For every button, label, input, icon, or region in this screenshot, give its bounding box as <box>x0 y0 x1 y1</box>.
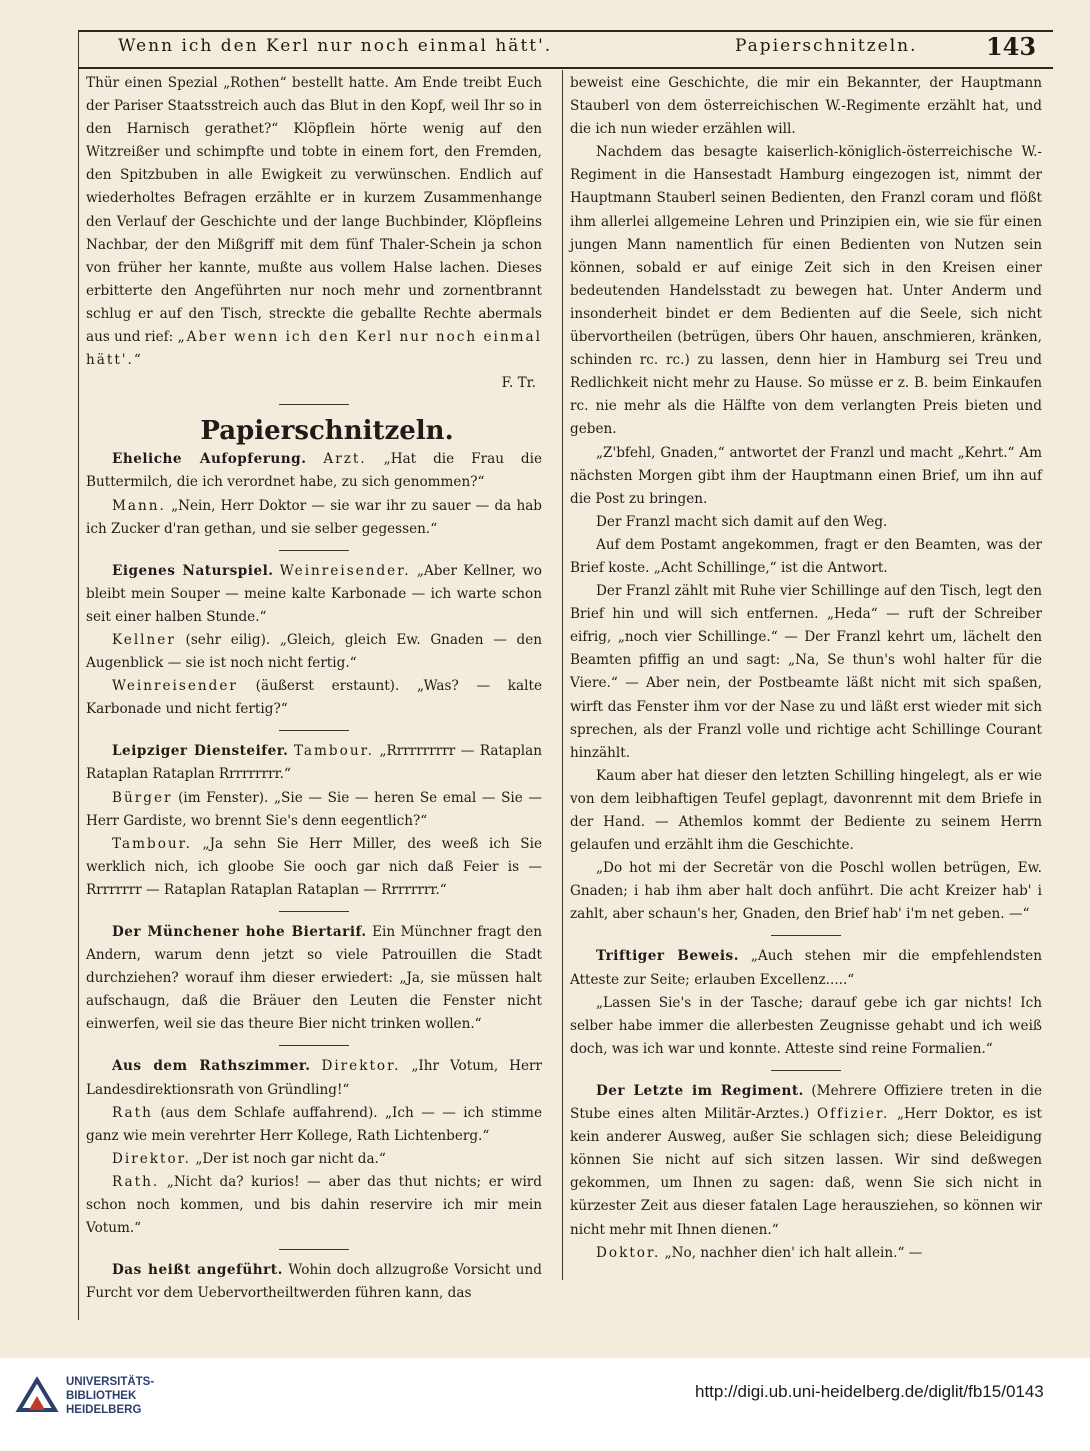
right-column <box>570 72 1042 1265</box>
anecdote-eheliche: Eheliche Aufopferung. Arzt. „Hat die Frau die Buttermilch, die ich verordnet habe, zu sich genommen?“ <box>86 451 543 491</box>
story-paragraph: Thür einen Spezial „Rothen“ bestellt hatte. Am Ende treibt Euch der Pariser Staatsstreich auch das Blut in den Kopf, weil Ihr so in den Harnisch gerathet?“ Klöpflein hörte wenig auf den Witzreißer und schimpfte und tobte in einem fort, den Fremden, den Spitzbuben in alle Ewigkeit zu verwünschen. Endlich auf wiederholtes Befragen erzählte er in kurzem Zusammenhange den Verlauf der Geschichte und der lange Buchbinder, Klöpfleins Nachbar, der den Mißgriff mit dem fünf Thaler-Schein ja schon von früher her kannte, mußte aus vollem Halse lachen. Dieses erbitterte den Angeführten nur noch mehr und zornentbrannt schlug er auf den Tisch, streckte die geballte Rechte abermals aus und rief: „Aber wenn ich den Kerl nur noch einmal hätt'.“ <box>86 75 542 369</box>
anecdote-angefuehrt: Das heißt angeführt. Wohin doch allzugroße Vorsicht und Furcht vor dem Uebervortheiltwerden führen kann, das <box>86 1262 542 1302</box>
anecdote-regiment: Der Letzte im Regiment. (Mehrere Offiziere treten in die Stube eines alten Militär-Arztes.) Offizier. „Herr Doktor, es ist kein anderer Ausweg, außer Sie schlagen sich; diese Beleidigung können Sie nicht auf sich sitzen lassen. Wir sind deßwegen gekommen, um Ihnen zu sagen: daß, wenn Sie sich nicht in kürzester Zeit aus dieser fatalen Lage herausziehen, so können wir nicht mehr mit Ihnen dienen.“ <box>570 1082 1042 1238</box>
story-paragraph: Nachdem das besagte kaiserlich-königlich-österreichische W.-Regiment in die Hansestadt Hamburg eingezogen ist, nimmt der Hauptmann Stauberl seinen Bedienten, den Franzl coram und flößt ihm allerlei allgemeine Lehren und Prinzipien ein, wie sie für einen jungen Mann namentlich für einen Bedienten von Nutzen sein können, sobald er auf einige Zeit sich in den Kreisen einer bedeutenden Handelsstadt zu bewegen hat. Unter Anderm und insonderheit bindet er dem Bedienten auf die Seele, sich nicht übervortheilen (betrügen, übers Ohr hauen, anschmieren, kränken, schinden rc. rc.) zu lassen, denn hier in Hamburg sei Treu und Redlichkeit nicht mehr zu Hause. So müsse er z. B. beim Einkaufen rc. nie mehr als die Hälfte von dem verlangten Preis bieten und geben. <box>570 144 1042 438</box>
anecdote-title: Aus dem Rathszimmer. <box>112 1058 311 1075</box>
dialogue-line: Direktor. „Der ist noch gar nicht da.“ <box>112 1150 386 1167</box>
top-border-rule <box>78 30 1053 32</box>
separator-rule <box>771 1070 841 1071</box>
anecdote-biertarif: Der Münchener hohe Biertarif. Ein Münchner fragt den Andern, warum denn jetzt so viele Patrouillen die Stadt durchziehen? worauf ihm dieser erwiedert: „Ja, sie müssen halt aufschaugn, daß die Bräuer den Leuten die Fenster nicht einwerfen, weil sie das theure Bier nicht trinken wollen.“ <box>86 924 542 1033</box>
separator-rule <box>279 404 349 405</box>
anecdote-title: Das heißt angeführt. <box>112 1262 283 1279</box>
story-paragraph: beweist eine Geschichte, die mir ein Bekannter, der Hauptmann Stauberl von dem österreichischen W.-Regimente erzählt hat, und die ich nun wieder erzählen will. <box>570 75 1042 138</box>
story-paragraph: Der Franzl zählt mit Ruhe vier Schillinge auf den Tisch, legt den Brief hin und will sich entfernen. „Heda“ — ruft der Schreiber eifrig, „noch vier Schillinge.“ — Der Franzl kehrt um, lächelt den Beamten pfiffig an und sagt: „Na, Se thun's wohl halter für die Viere.“ — Aber nein, der Postbeamte läßt nicht mit sich spaßen, wirft das Fenster ihm vor der Nase zu und läßt erst wieder mit sich sprechen, als der Franzl volle und richtige acht Schillinge Courant hinzählt. <box>570 583 1042 761</box>
section-title: Papierschnitzeln. <box>200 416 454 447</box>
dialogue-line: Kellner (sehr eilig). „Gleich, gleich Ew. Gnaden — den Augenblick — sie ist noch nicht fertig.“ <box>86 631 542 672</box>
anecdote-title: Eigenes Naturspiel. <box>112 562 274 579</box>
anecdote-naturspiel: Eigenes Naturspiel. Weinreisender. „Aber Kellner, wo bleibt mein Souper — meine kalte Karbonade — ich warte schon seit einer halben Stunde.“ <box>86 562 542 625</box>
left-border-rule <box>78 30 79 1320</box>
column-divider <box>562 70 563 1280</box>
dialogue-line: Tambour. „Ja sehn Sie Herr Miller, des weeß ich Sie werklich nich, ich gloobe Sie ooch gar nich daß Feier is — Rrrrrrrr — Rataplan Rataplan Rataplan — Rrrrrrrr.“ <box>86 835 542 898</box>
dialogue-line: Doktor. „No, nachher dien' ich halt allein.“ — <box>596 1244 923 1261</box>
story-paragraph: Auf dem Postamt angekommen, fragt er den Beamten, was der Brief koste. „Acht Schillinge,“ ist die Antwort. <box>570 536 1042 576</box>
source-url-link[interactable]: http://digi.ub.uni-heidelberg.de/diglit/fb15/0143 <box>695 1382 1044 1401</box>
story-paragraph: „Z'bfehl, Gnaden,“ antwortet der Franzl und macht „Kehrt.“ Am nächsten Morgen gibt ihm der Hauptmann einen Brief, um ihn auf die Post zu bringen. <box>570 444 1042 507</box>
dialogue-line: „Lassen Sie's in der Tasche; darauf gebe ich gar nichts! Ich selber habe immer die allerbesten Zeugnisse gehabt und ich weiß doch, was ich war und konnte. Atteste sind reine Formalien.“ <box>570 994 1042 1057</box>
story-punchline: „Aber wenn ich den Kerl nur noch einmal hätt'.“ <box>86 329 542 369</box>
separator-rule <box>279 730 349 731</box>
dialogue-line: Rath (aus dem Schlafe auffahrend). „Ich — — ich stimme ganz wie mein verehrter Herr Kollege, Rath Lichtenberg.“ <box>86 1104 542 1144</box>
page-number: 143 <box>986 32 1037 61</box>
anecdote-rathszimmer: Aus dem Rathszimmer. Direktor. „Ihr Votum, Herr Landesdirektionsrath von Gründling!“ <box>86 1058 542 1098</box>
library-logo-text: UNIVERSITÄTS- BIBLIOTHEK HEIDELBERG <box>66 1376 155 1416</box>
left-column <box>86 72 542 1305</box>
dialogue-line: Weinreisender (äußerst erstaunt). „Was? — kalte Karbonade und nicht fertig?“ <box>86 678 542 718</box>
running-title-right: Papierschnitzeln. <box>735 36 918 56</box>
anecdote-title: Der Letzte im Regiment. <box>596 1082 804 1099</box>
anecdote-diensteifer: Leipziger Diensteifer. Tambour. „Rrrrrrrrrr — Rataplan Rataplan Rataplan Rrrrrrrrr.“ <box>86 743 542 783</box>
story-paragraph: Kaum aber hat dieser den letzten Schilling hingelegt, als er wie von dem leibhaftigen Teufel geplagt, davonrennt mit dem Briefe in der Hand. — Athemlos kommt der Bediente zu seinem Herrn gelaufen und erzählt ihm die Geschichte. <box>570 767 1042 854</box>
separator-rule <box>279 1045 349 1046</box>
author-signature: F. Tr. <box>501 375 536 392</box>
anecdote-title: Der Münchener hohe Biertarif. <box>112 924 367 940</box>
dialogue-line: Bürger (im Fenster). „Sie — Sie — heren Se emal — Sie — Herr Gardiste, wo brennt Sie's denn eegentlich?“ <box>86 789 542 829</box>
running-title-left: Wenn ich den Kerl nur noch einmal hätt'. <box>118 36 553 56</box>
separator-rule <box>771 935 841 936</box>
dialogue-line: Rath. „Nicht da? kurios! — aber das thut nichts; er wird schon noch kommen, und bis dahin reservire ich mir mein Votum.“ <box>86 1173 542 1237</box>
library-logo-icon <box>15 1374 59 1418</box>
separator-rule <box>279 550 349 551</box>
anecdote-title: Triftiger Beweis. <box>596 948 739 965</box>
separator-rule <box>279 1249 349 1250</box>
header-rule <box>78 67 1053 69</box>
separator-rule <box>279 911 349 912</box>
anecdote-title: Eheliche Aufopferung. <box>112 451 307 468</box>
story-paragraph: „Do hot mi der Secretär von die Poschl wollen betrügen, Ew. Gnaden; i hab ihm aber halt doch anführt. Die acht Kreizer hab' i zahlt, aber schaun's her, Gnaden, den Brief hab' i'm net geben. —“ <box>570 860 1042 923</box>
story-paragraph: Der Franzl macht sich damit auf den Weg. <box>596 513 888 530</box>
anecdote-title: Leipziger Diensteifer. <box>112 743 289 760</box>
anecdote-beweis: Triftiger Beweis. „Auch stehen mir die empfehlendsten Atteste zur Seite; erlauben Excellenz.....“ <box>570 948 1042 988</box>
dialogue-line: Mann. „Nein, Herr Doktor — sie war ihr zu sauer — da hab ich Zucker d'ran gethan, und sie selber gegessen.“ <box>86 497 543 537</box>
